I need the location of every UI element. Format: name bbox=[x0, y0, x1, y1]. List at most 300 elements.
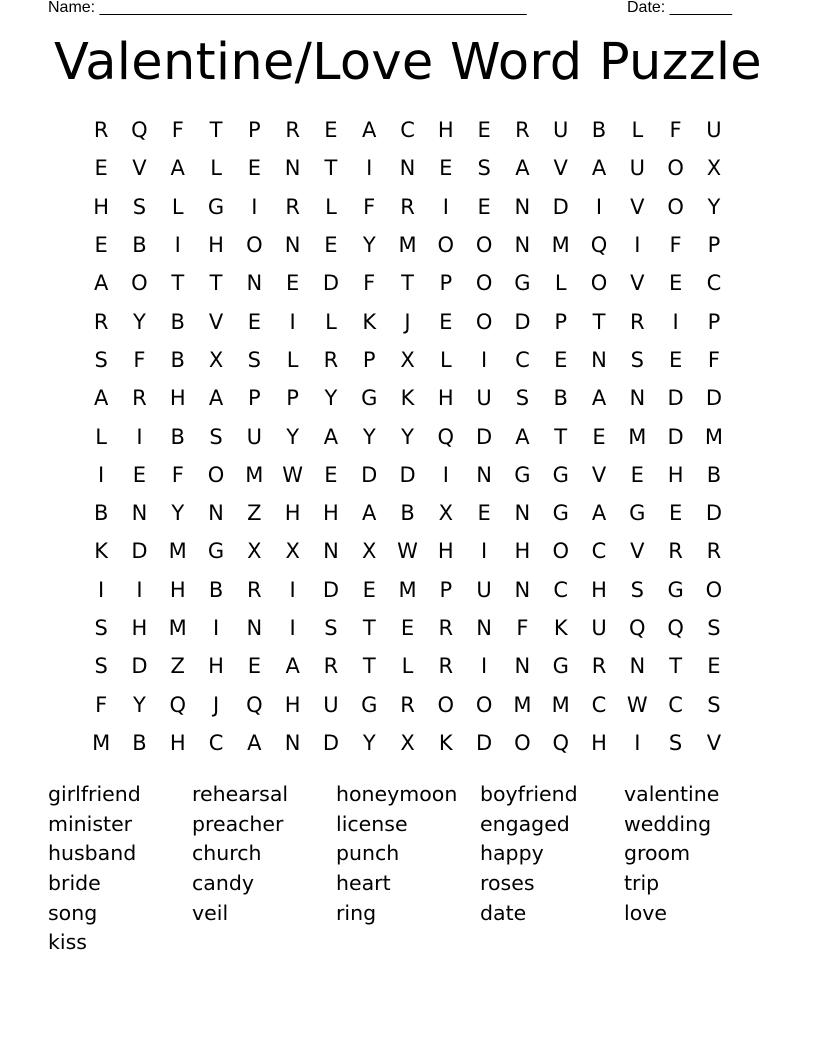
grid-letter: L bbox=[554, 271, 567, 296]
grid-letter: Q bbox=[629, 616, 646, 640]
grid-letter: Q bbox=[667, 616, 684, 640]
word-list-item: veil bbox=[192, 900, 229, 925]
grid-letter: Q bbox=[131, 118, 148, 143]
grid-letter: Q bbox=[437, 424, 455, 449]
grid-letter: S bbox=[324, 616, 338, 640]
grid-letter: W bbox=[282, 462, 304, 487]
grid-letter: N bbox=[514, 233, 531, 258]
grid-letter: S bbox=[477, 156, 491, 181]
grid-letter: I bbox=[442, 194, 449, 219]
grid-letter: U bbox=[323, 692, 339, 717]
grid-letter: B bbox=[93, 501, 109, 526]
word-list-item: girlfriend bbox=[48, 782, 141, 806]
grid-letter: U bbox=[553, 118, 569, 143]
grid-letter: L bbox=[325, 194, 337, 219]
grid-letter: B bbox=[132, 233, 147, 258]
grid-letter: I bbox=[98, 462, 105, 487]
grid-letter: E bbox=[554, 347, 568, 372]
grid-letter: X bbox=[362, 539, 377, 564]
grid-letter: M bbox=[245, 462, 264, 487]
grid-letter: N bbox=[399, 156, 416, 181]
grid-letter: M bbox=[513, 692, 532, 717]
grid-letter: I bbox=[634, 233, 641, 258]
grid-letter: H bbox=[284, 501, 301, 526]
grid-letter: I bbox=[442, 462, 449, 487]
grid-letter: W bbox=[397, 539, 418, 564]
grid-letter: A bbox=[362, 501, 377, 526]
grid-letter: M bbox=[628, 424, 647, 449]
grid-letter: P bbox=[286, 386, 299, 411]
grid-letter: B bbox=[170, 424, 185, 449]
word-list-item: license bbox=[336, 811, 408, 836]
grid-letter: Y bbox=[171, 501, 185, 526]
word-list-item: candy bbox=[192, 871, 254, 896]
word-list-item: bride bbox=[48, 871, 101, 896]
grid-letter: N bbox=[591, 347, 607, 372]
grid-letter: M bbox=[92, 730, 111, 755]
grid-letter: S bbox=[247, 347, 261, 372]
grid-letter: K bbox=[94, 539, 109, 564]
grid-letter: B bbox=[400, 501, 415, 526]
grid-letter: K bbox=[400, 386, 415, 411]
grid-letter: A bbox=[93, 386, 109, 411]
grid-letter: N bbox=[323, 539, 339, 564]
grid-letter: K bbox=[553, 616, 568, 640]
grid-letter: F bbox=[95, 692, 108, 717]
word-list-item: boyfriend bbox=[480, 782, 578, 806]
grid-letter: S bbox=[630, 577, 644, 602]
grid-letter: P bbox=[707, 309, 721, 334]
grid-letter: P bbox=[554, 309, 568, 334]
grid-letter: Y bbox=[362, 424, 376, 449]
grid-letter: R bbox=[400, 194, 415, 219]
grid-letter: N bbox=[514, 194, 531, 219]
grid-letter: A bbox=[323, 424, 339, 449]
grid-letter: O bbox=[437, 233, 455, 258]
grid-letter: E bbox=[668, 501, 683, 526]
grid-letter: S bbox=[94, 654, 108, 679]
grid-letter: P bbox=[248, 118, 261, 143]
word-list-item: punch bbox=[336, 841, 400, 866]
grid-letter: X bbox=[400, 730, 415, 755]
grid-letter: C bbox=[668, 692, 683, 717]
word-list-item: groom bbox=[624, 841, 691, 866]
grid-letter: H bbox=[169, 386, 186, 411]
grid-letter: D bbox=[552, 194, 569, 219]
grid-letter: E bbox=[668, 347, 683, 372]
grid-letter: A bbox=[362, 118, 377, 143]
grid-letter: F bbox=[171, 462, 184, 487]
grid-letter: M bbox=[551, 692, 570, 717]
grid-letter: I bbox=[289, 616, 296, 640]
grid-letter: T bbox=[669, 654, 683, 679]
grid-letter: T bbox=[362, 654, 376, 679]
grid-letter: U bbox=[591, 616, 607, 640]
grid-letter: M bbox=[704, 424, 723, 449]
grid-letter: O bbox=[246, 233, 263, 258]
grid-letter: B bbox=[591, 118, 607, 143]
grid-letter: I bbox=[481, 539, 488, 564]
grid-letter: L bbox=[401, 654, 414, 679]
grid-letter: R bbox=[668, 539, 683, 564]
grid-letter: N bbox=[246, 271, 263, 296]
grid-letter: V bbox=[208, 309, 224, 334]
grid-letter: C bbox=[706, 271, 722, 296]
grid-letter: H bbox=[131, 616, 148, 640]
grid-letter: N bbox=[514, 654, 531, 679]
grid-letter: V bbox=[706, 730, 722, 755]
grid-letter: F bbox=[363, 271, 376, 296]
grid-letter: X bbox=[400, 347, 415, 372]
grid-letter: O bbox=[667, 156, 684, 181]
grid-letter: T bbox=[401, 271, 414, 296]
grid-letter: Y bbox=[133, 692, 146, 717]
grid-letter: T bbox=[592, 309, 606, 334]
grid-letter: X bbox=[285, 539, 300, 564]
grid-letter: A bbox=[170, 156, 185, 181]
grid-letter: W bbox=[626, 692, 648, 717]
grid-letter: D bbox=[399, 462, 416, 487]
grid-letter: Y bbox=[324, 386, 338, 411]
grid-letter: O bbox=[514, 730, 531, 755]
grid-letter: Y bbox=[707, 194, 721, 219]
grid-letter: M bbox=[398, 577, 417, 602]
grid-letter: S bbox=[668, 730, 683, 755]
grid-letter: G bbox=[552, 654, 569, 679]
word-list-item: husband bbox=[48, 841, 137, 866]
grid-letter: R bbox=[285, 118, 300, 143]
grid-letter: E bbox=[362, 577, 376, 602]
grid-letter: G bbox=[552, 501, 569, 526]
grid-letter: L bbox=[171, 194, 184, 219]
header-line bbox=[48, 0, 748, 18]
grid-letter: E bbox=[630, 462, 644, 487]
grid-letter: M bbox=[551, 233, 570, 258]
letter-grid bbox=[82, 111, 733, 762]
grid-letter: D bbox=[322, 271, 340, 296]
grid-letter: N bbox=[284, 156, 301, 181]
grid-letter: A bbox=[93, 271, 109, 296]
grid-letter: R bbox=[515, 118, 530, 143]
grid-letter: R bbox=[630, 309, 645, 334]
grid-letter: P bbox=[439, 271, 453, 296]
grid-letter: L bbox=[439, 347, 452, 372]
grid-letter: D bbox=[476, 424, 493, 449]
grid-letter: I bbox=[289, 577, 296, 602]
grid-letter: U bbox=[706, 118, 722, 143]
grid-letter: N bbox=[476, 616, 492, 640]
grid-letter: I bbox=[289, 309, 296, 334]
grid-letter: C bbox=[591, 539, 607, 564]
grid-letter: O bbox=[667, 194, 684, 219]
grid-letter: T bbox=[171, 271, 185, 296]
grid-letter: I bbox=[136, 577, 143, 602]
grid-letter: L bbox=[286, 347, 299, 372]
grid-letter: L bbox=[325, 309, 337, 334]
word-list-item: date bbox=[480, 900, 527, 925]
grid-letter: O bbox=[475, 271, 493, 296]
word-list-item: happy bbox=[480, 841, 544, 866]
date-field-label: Date: _______ bbox=[627, 0, 732, 16]
grid-letter: U bbox=[476, 577, 492, 602]
grid-letter: Q bbox=[169, 692, 186, 717]
grid-letter: Z bbox=[170, 654, 185, 679]
grid-letter: H bbox=[667, 462, 684, 487]
grid-letter: D bbox=[514, 309, 531, 334]
grid-letter: A bbox=[591, 156, 607, 181]
grid-letter: C bbox=[515, 347, 530, 372]
grid-letter: H bbox=[93, 194, 110, 219]
word-list-item: love bbox=[624, 900, 667, 925]
grid-letter: R bbox=[323, 654, 339, 679]
word-list-item: church bbox=[192, 841, 262, 866]
grid-letter: A bbox=[515, 424, 530, 449]
grid-letter: E bbox=[477, 501, 491, 526]
grid-letter: B bbox=[170, 309, 185, 334]
grid-letter: D bbox=[667, 386, 684, 411]
grid-letter: E bbox=[668, 271, 683, 296]
word-list-item: trip bbox=[624, 871, 660, 896]
grid-letter: N bbox=[514, 501, 531, 526]
grid-letter: V bbox=[553, 156, 568, 181]
grid-letter: P bbox=[707, 233, 721, 258]
grid-letter: H bbox=[437, 386, 454, 411]
grid-letter: R bbox=[93, 118, 109, 143]
grid-letter: B bbox=[132, 730, 147, 755]
grid-letter: H bbox=[437, 539, 454, 564]
grid-letter: M bbox=[398, 233, 417, 258]
grid-letter: B bbox=[706, 462, 722, 487]
grid-letter: S bbox=[94, 347, 108, 372]
word-list-item: engaged bbox=[480, 811, 570, 836]
grid-letter: A bbox=[515, 156, 530, 181]
grid-letter: I bbox=[251, 194, 258, 219]
grid-letter: A bbox=[208, 386, 224, 411]
grid-letter: F bbox=[516, 616, 529, 640]
grid-letter: D bbox=[667, 424, 684, 449]
word-list-item: minister bbox=[48, 811, 133, 836]
grid-letter: N bbox=[284, 233, 301, 258]
grid-letter: S bbox=[630, 347, 644, 372]
grid-letter: Y bbox=[133, 309, 146, 334]
grid-letter: Z bbox=[247, 501, 262, 526]
grid-letter: X bbox=[706, 156, 722, 181]
grid-letter: P bbox=[439, 577, 453, 602]
grid-letter: A bbox=[247, 730, 262, 755]
grid-letter: H bbox=[169, 730, 186, 755]
grid-letter: E bbox=[94, 233, 108, 258]
grid-letter: A bbox=[285, 654, 300, 679]
grid-letter: M bbox=[168, 539, 187, 564]
grid-letter: Y bbox=[362, 730, 376, 755]
grid-letter: O bbox=[590, 271, 608, 296]
grid-letter: H bbox=[437, 118, 454, 143]
grid-letter: G bbox=[207, 539, 225, 564]
word-list-item: valentine bbox=[624, 782, 720, 806]
grid-letter: N bbox=[246, 616, 263, 640]
grid-letter: U bbox=[246, 424, 263, 449]
grid-letter: N bbox=[131, 501, 148, 526]
grid-letter: V bbox=[132, 156, 147, 181]
word-list bbox=[48, 780, 768, 958]
grid-letter: R bbox=[438, 616, 454, 640]
grid-letter: S bbox=[515, 386, 530, 411]
grid-letter: G bbox=[361, 692, 378, 717]
grid-letter: K bbox=[438, 730, 453, 755]
grid-letter: N bbox=[629, 654, 646, 679]
grid-letter: F bbox=[171, 118, 184, 143]
name-field-label: Name: ________________________________________________ bbox=[48, 0, 527, 16]
grid-letter: G bbox=[514, 462, 531, 487]
grid-letter: P bbox=[248, 386, 261, 411]
grid-letter: O bbox=[552, 539, 569, 564]
grid-letter: I bbox=[174, 233, 181, 258]
grid-letter: Q bbox=[246, 692, 263, 717]
word-list-item: kiss bbox=[48, 930, 87, 955]
grid-letter: H bbox=[591, 577, 607, 602]
grid-letter: B bbox=[208, 577, 224, 602]
grid-letter: D bbox=[322, 577, 340, 602]
grid-letter: E bbox=[324, 233, 338, 258]
word-list-item: honeymoon bbox=[336, 782, 458, 806]
grid-letter: J bbox=[212, 692, 220, 717]
grid-letter: C bbox=[553, 577, 569, 602]
grid-letter: D bbox=[476, 730, 493, 755]
grid-letter: S bbox=[94, 616, 108, 640]
grid-letter: H bbox=[208, 233, 224, 258]
word-list-item: ring bbox=[336, 900, 377, 925]
grid-letter: E bbox=[592, 424, 606, 449]
grid-letter: E bbox=[247, 309, 261, 334]
grid-letter: S bbox=[209, 424, 223, 449]
grid-letter: U bbox=[629, 156, 645, 181]
grid-letter: R bbox=[591, 654, 607, 679]
grid-letter: H bbox=[208, 654, 224, 679]
grid-letter: S bbox=[707, 692, 721, 717]
grid-letter: K bbox=[362, 309, 377, 334]
grid-letter: R bbox=[400, 692, 415, 717]
word-list-item: song bbox=[48, 900, 98, 925]
grid-letter: R bbox=[132, 386, 147, 411]
grid-letter: I bbox=[634, 730, 641, 755]
grid-letter: E bbox=[285, 271, 300, 296]
grid-letter: H bbox=[284, 692, 301, 717]
grid-letter: L bbox=[210, 156, 222, 181]
grid-letter: G bbox=[552, 462, 569, 487]
grid-letter: G bbox=[667, 577, 684, 602]
grid-letter: H bbox=[514, 539, 531, 564]
grid-letter: I bbox=[366, 156, 373, 181]
grid-letter: R bbox=[247, 577, 262, 602]
grid-letter: I bbox=[595, 194, 603, 219]
grid-letter: G bbox=[514, 271, 531, 296]
grid-letter: Y bbox=[286, 424, 300, 449]
grid-letter: E bbox=[439, 156, 453, 181]
grid-letter: S bbox=[707, 616, 721, 640]
grid-letter: I bbox=[212, 616, 220, 640]
grid-letter: O bbox=[131, 271, 148, 296]
grid-letter: X bbox=[247, 539, 262, 564]
grid-letter: H bbox=[169, 577, 186, 602]
grid-letter: X bbox=[438, 501, 454, 526]
grid-letter: D bbox=[705, 501, 722, 526]
grid-letter: T bbox=[362, 616, 376, 640]
grid-letter: V bbox=[630, 194, 645, 219]
grid-letter: Y bbox=[362, 233, 376, 258]
grid-letter: R bbox=[438, 654, 454, 679]
grid-letter: A bbox=[591, 501, 607, 526]
page-title: Valentine/Love Word Puzzle bbox=[54, 33, 762, 92]
grid-letter: E bbox=[707, 654, 721, 679]
grid-letter: H bbox=[591, 730, 607, 755]
grid-letter: I bbox=[136, 424, 143, 449]
grid-letter: T bbox=[324, 156, 338, 181]
grid-letter: T bbox=[209, 118, 223, 143]
grid-letter: O bbox=[475, 233, 493, 258]
grid-letter: R bbox=[93, 309, 109, 334]
grid-letter: G bbox=[207, 194, 225, 219]
grid-letter: F bbox=[363, 194, 376, 219]
grid-letter: D bbox=[361, 462, 378, 487]
grid-letter: T bbox=[554, 424, 568, 449]
grid-letter: N bbox=[284, 730, 301, 755]
grid-letter: Q bbox=[552, 730, 569, 755]
grid-letter: G bbox=[361, 386, 378, 411]
grid-letter: L bbox=[95, 424, 107, 449]
grid-letter: I bbox=[481, 654, 488, 679]
grid-letter: E bbox=[477, 118, 491, 143]
grid-letter: D bbox=[131, 539, 148, 564]
grid-letter: O bbox=[437, 692, 455, 717]
grid-letter: O bbox=[475, 692, 493, 717]
grid-letter: C bbox=[591, 692, 607, 717]
grid-letter: S bbox=[132, 194, 147, 219]
grid-letter: I bbox=[98, 577, 105, 602]
grid-letter: N bbox=[629, 386, 646, 411]
grid-letter: D bbox=[131, 654, 148, 679]
word-list-item: preacher bbox=[192, 811, 284, 836]
grid-letter: H bbox=[323, 501, 339, 526]
grid-letter: F bbox=[133, 347, 146, 372]
grid-letter: F bbox=[669, 118, 682, 143]
grid-letter: I bbox=[672, 309, 679, 334]
grid-letter: R bbox=[285, 194, 300, 219]
grid-letter: C bbox=[208, 730, 224, 755]
grid-letter: T bbox=[209, 271, 223, 296]
grid-letter: V bbox=[630, 271, 645, 296]
grid-letter: E bbox=[247, 156, 261, 181]
grid-letter: O bbox=[207, 462, 225, 487]
grid-letter: M bbox=[168, 616, 187, 640]
grid-letter: D bbox=[705, 386, 722, 411]
grid-letter: N bbox=[476, 462, 492, 487]
grid-letter: V bbox=[630, 539, 645, 564]
grid-letter: E bbox=[439, 309, 453, 334]
grid-letter: E bbox=[477, 194, 491, 219]
grid-letter: E bbox=[324, 462, 338, 487]
grid-letter: O bbox=[475, 309, 493, 334]
word-list-item: roses bbox=[480, 871, 535, 896]
grid-letter: F bbox=[669, 233, 682, 258]
grid-letter: B bbox=[553, 386, 568, 411]
grid-letter: N bbox=[514, 577, 531, 602]
grid-letter: E bbox=[400, 616, 415, 640]
grid-letter: E bbox=[247, 654, 261, 679]
grid-letter: V bbox=[591, 462, 607, 487]
grid-letter: F bbox=[707, 347, 720, 372]
grid-letter: U bbox=[476, 386, 492, 411]
grid-letter: C bbox=[400, 118, 415, 143]
